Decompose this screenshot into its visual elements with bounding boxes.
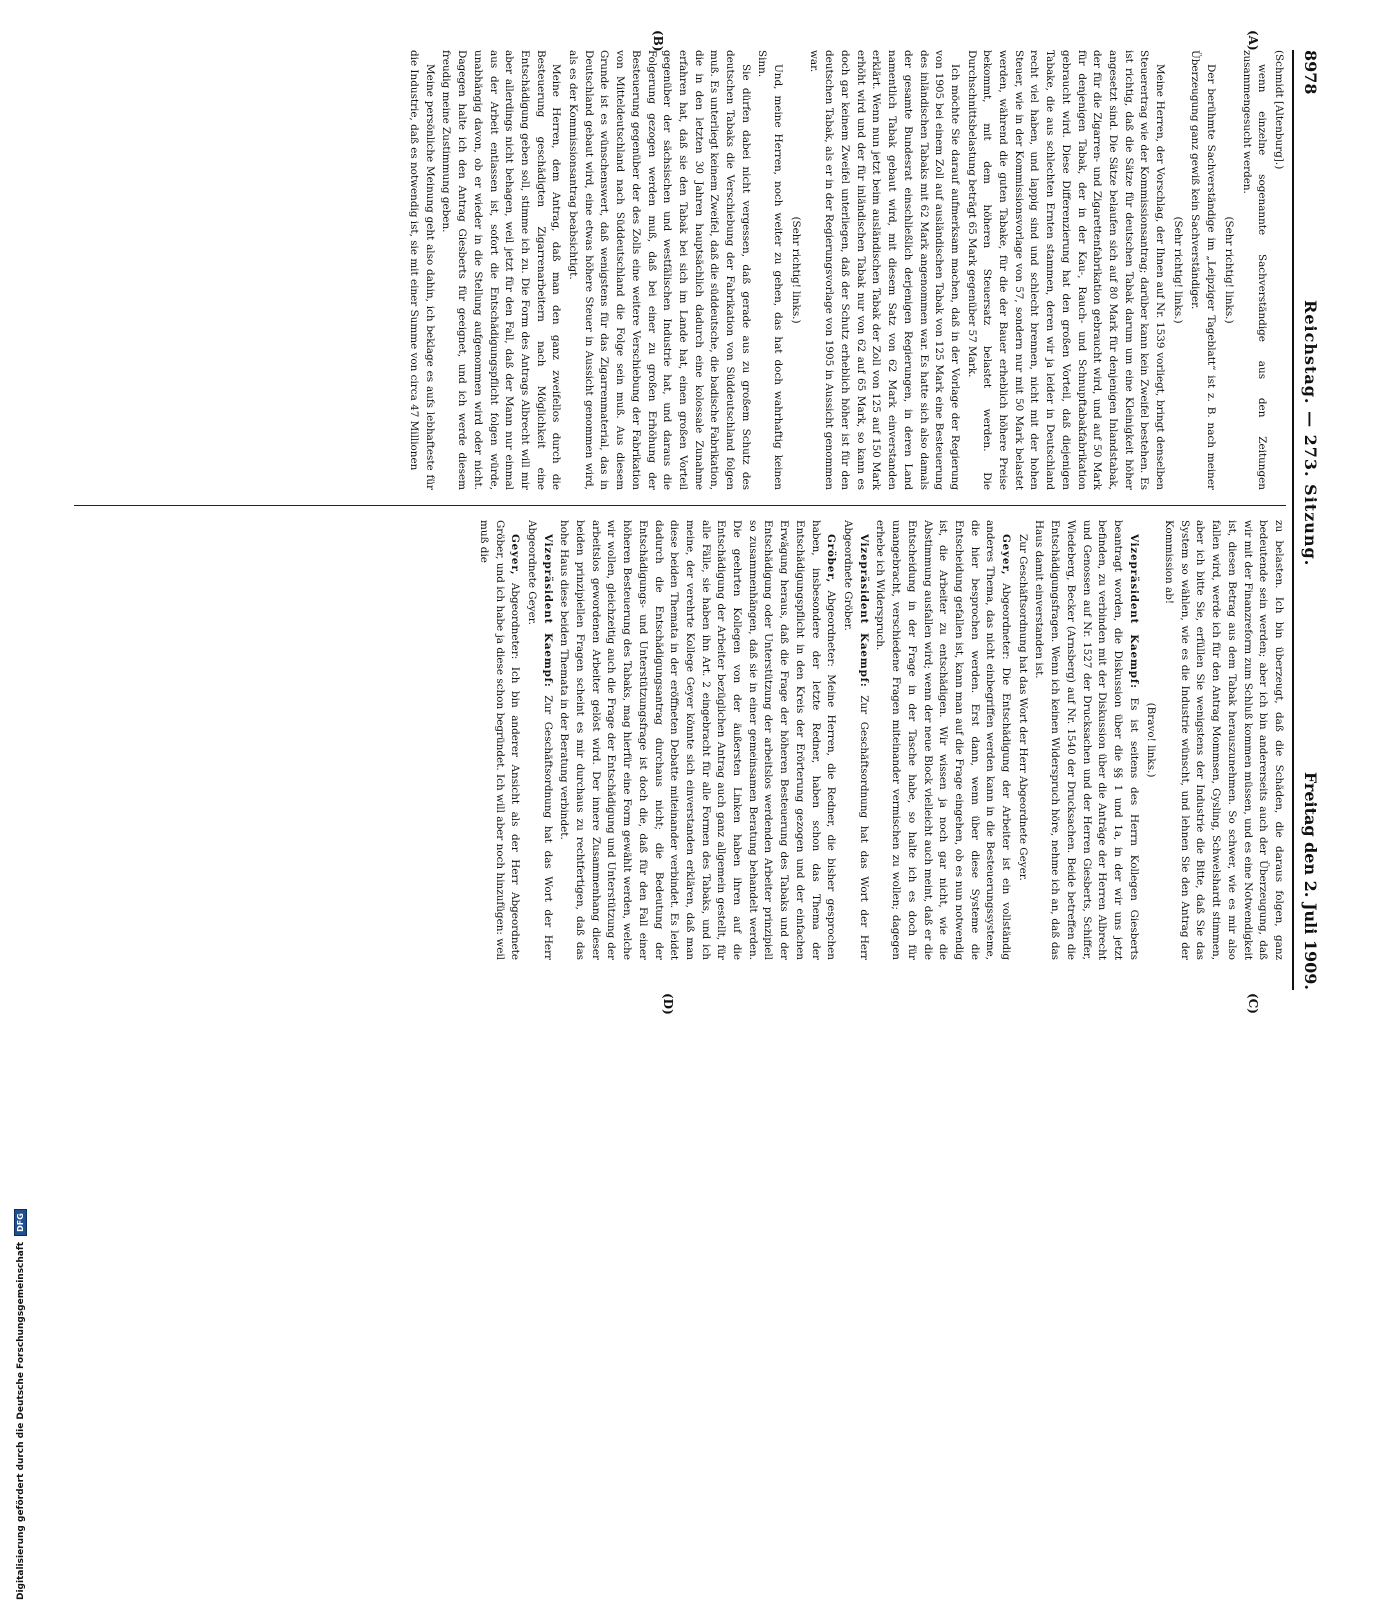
speech-paragraph — [475, 520, 522, 960]
speaker-name: Geyer, — [1000, 534, 1013, 576]
speech-paragraph — [872, 520, 1013, 960]
speech-text: Zur Geschäftsordnung hat das Wort der Herr Abgeordnete Gröber. — [842, 520, 870, 960]
interjection: (Sehr richtig! links.) — [789, 216, 802, 324]
paragraph: Sie dürfen dabei nicht vergessen, daß gerade aus zu großem Schutz des deutschen Tabaks die Verschiebung der Fabrikation von Süddeutschland folgen muß. Es unterliegt keinem Zweifel, daß die süddeutsche, die badische Fabrikation, die in den letzten 30 Jahren hauptsächlich dadurch eine kolossale Zunahme erfahren hat, daß sie den Tabak bei sich im Lande hat, einen großen Vorteil gegenüber der sächsischen und westfälischen Industrie hat, und daraus die Folgerung gezogen werden muß, daß bei einer zu großen Erhöhung der Besteuerung gegenüber der des Zolls eine weitere Verschiebung der Fabrikation von Mitteldeutschland nach Süddeutschland die Folge sein muß. Aus diesem Grunde ist es wünschenswert, daß wenigstens für das Zigarrenmaterial, das in Deutschland gebaut wird, eine etwas höhere Steuer in Aussicht genommen wird, als es der Kommissionsantrag beabsichtigt. — [567, 50, 752, 490]
paragraph: wenn einzelne sogenannte Sachverständige aus den Zeitungen zusammengesucht werden. — [1240, 50, 1269, 490]
speech-text: Es ist seitens des Herrn Kollegen Giesberts beantragt worden, die Diskussion über die §§ 1 und 1a, in der wir uns jetzt befinden, zu verbinden mit der Diskussion über die Anträge der Herren Albrecht und Genossen auf Nr. 1527 der Drucksachen und der Herren Giesberts, Schiffer, Wiedeberg, Becker (Arnsberg) auf Nr. 1540 der Drucksachen. Beide betreffen die Entschädigungsfragen. Wenn ich keinen Widerspruch höre, nehme ich an, daß das Haus damit einverstanden ist. — [1033, 520, 1140, 960]
dfg-logo: DFG — [14, 1209, 27, 1236]
paragraph: Ich möchte Sie darauf aufmerksam machen, daß in der Vorlage der Regierung von 1905 bei einem Zoll auf ausländischen Tabak von 125 Mark eine Besteuerung des inländischen Tabaks mit 62 Mark angenommen war. Es hatte sich also damals der gesamte Bundesrat einschließlich derjenigen Regierungen, in deren Land namentlich Tabak gebaut wird, mit diesem Satz von 62 Mark einverstanden erklärt. Wenn nun jetzt beim ausländischen Tabak der Zoll von 125 auf 150 Mark erhöht wird und der für inländischen Tabak nur von 62 auf 65 Mark, so kann es doch gar keinem Zweifel unterliegen, daß der Schutz erheblich höher ist für den deutschen Tabak, als er in der Regierungsvorlage von 1905 in Aussicht genommen war. — [807, 50, 961, 490]
speech-paragraph — [556, 520, 839, 960]
speaker-name: Vizepräsident Kaempf: — [1127, 534, 1140, 689]
speech-text: Zur Geschäftsordnung hat das Wort der Herr Abgeordnete Geyer. — [525, 520, 554, 960]
header-rule — [1292, 50, 1294, 990]
margin-letter-c: (C) — [1246, 993, 1260, 1014]
paragraph: Meine persönliche Meinung geht also dahin, ich beklage es aufs lebhafteste für die Industrie, daß es notwendig ist, sie mit einer Summe von circa 47 Millionen — [408, 50, 436, 490]
page-number: 8978 — [1301, 50, 1320, 95]
speaker-name: Vizepräsident Kaempf: — [857, 534, 870, 688]
speaker-name: Geyer, — [509, 534, 522, 576]
page-header — [1298, 50, 1320, 990]
speaker-name: Gröber, — [825, 534, 838, 584]
right-column — [71, 520, 1286, 960]
paragraph: Der berühmte Sachverständige im „Leipziger Tageblatt“ ist z. B. nach meiner Überzeugung ganz gewiß kein Sachverständiger. — [1189, 50, 1218, 490]
paragraph: Und, meine Herren, noch weiter zu gehen, das hat doch wahrhaftig keinen Sinn. — [756, 50, 785, 490]
page-header-date: Freitag den 2. Juli 1909. — [1301, 771, 1320, 990]
speaker-name: Vizepräsident Kaempf: — [541, 534, 554, 688]
speaker-reference: (Schmidt [Altenburg].) — [1273, 50, 1285, 170]
footer-credit — [14, 1209, 27, 1600]
reichstag-page — [65, 30, 1320, 1015]
speech-paragraph — [839, 520, 870, 960]
interjection: (Sehr richtig! links.) — [1171, 216, 1184, 324]
footer-credit-text: Digitalisierung gefördert durch die Deutsche Forschungsgemeinschaft — [15, 1241, 26, 1600]
interjection: (Bravo! links.) — [1145, 702, 1158, 778]
interjection: (Sehr richtig! links.) — [1222, 216, 1235, 324]
speech-paragraph — [1031, 520, 1141, 960]
paragraph: Zur Geschäftsordnung hat das Wort der Herr Abgeordnete Geyer. — [1016, 534, 1029, 881]
speech-paragraph — [523, 520, 554, 960]
paragraph: Meine Herren, der Vorschlag, der Ihnen auf Nr. 1539 vorliegt, bringt denselben Steuerertrag wie der Kommissionsantrag; darüber kann kein Zweifel bestehen. Es ist richtig, daß die Sätze für deutschen Tabak darum um eine Kleinigkeit höher angesetzt sind. Die Sätze belaufen sich auf 80 Mark für denjenigen Inlandstabak, der für die Zigarren- und Zigarettenfabrikation gebraucht wird, und auf 50 Mark für denjenigen Tabak, der in der Kau-, Rauch- und Schnupftabakfabrikation gebraucht wird. Diese Differenzierung hat den großen Vorteil, daß diejenigen Tabake, die aus schlechten Ernten stammen, deren wir ja leider in Deutschland recht viel haben, und lappig sind und schlecht brennen, nicht mit der hohen Steuer, wie in der Kommissionsvorlage von 57, sondern nur mit 50 Mark belastet werden, während die guten Tabake, für die der Bauer erheblich höhere Preise bekommt, mit dem höheren Steuersatz belastet werden. Die Durchschnittsbelastung beträgt 65 Mark gegenüber 57 Mark. — [965, 50, 1167, 490]
margin-letter-d: (D) — [661, 993, 675, 1015]
speech-text: Abgeordneter: Die Entschädigung der Arbeiter ist ein vollständig anderes Thema, das nicht einbegriffen werden kann in die Besteuerungssysteme, die hier besprochen werden. Erst dann, wenn über diese Systeme die Entscheidung gefallen ist, kann man auf die Frage eingehen, ob es nun notwendig ist, die Arbeiter zu entschädigen. Wir wissen ja noch gar nicht, wie die Abstimmung ausfallen wird; wenn der neue Block vielleicht auch meint, daß er die Entscheidung in der Frage in der Tasche habe, so halte ich es doch für unangebracht, verschiedene Fragen miteinander vermischen zu wollen; dagegen erhebe ich Widerspruch. — [874, 520, 1013, 960]
margin-letter-a: (A) — [1246, 30, 1260, 51]
left-column — [71, 50, 1286, 490]
speech-text: Abgeordneter: Ich bin anderer Ansicht als der Herr Abgeordnete Gröber, und ich habe ja diese schon begründet. Ich will aber noch hinzufügen: weil muß die — [477, 520, 522, 960]
footer-strip — [0, 600, 26, 1600]
margin-letter-b: (B) — [651, 30, 665, 52]
paragraph: zu belasten. Ich bin überzeugt, daß die Schäden, die daraus folgen, ganz bedeutende sein werden; aber ich bin andererseits auch der Überzeugung, daß wir mit der Finanzreform zum Schluß kommen müssen, und es eine Notwendigkeit ist, diesen Betrag aus dem Tabak herauszunehmen. So schwer, wie es mir also fallen wird, werde ich für den Antrag Mommsen, Gysling, Schwelshardt stimmen, aber ich bitte Sie, erfüllen Sie wenigstens der Industrie die Bitte, daß Sie das System so wählen, wie es die Industrie wünscht, und lehnen Sie den Antrag der Kommission ab! — [1163, 520, 1285, 960]
page-header-title: Reichstag. — 273. Sitzung. — [1301, 300, 1320, 567]
speech-text: Abgeordneter: Meine Herren, die Redner, die bisher gesprochen haben, insbesondere der letzte Redner, haben schon das Thema der Entschädigungspflicht in den Kreis der Erörterung gezogen und der einfachen Erwägung heraus, daß die Frage der höheren Besteuerung des Tabaks und der Entschädigung oder Unterstützung der arbeitslos werdenden Arbeiter prinzipiell so zusammenhängen, daß sie in einer gemeinsamen Beratung behandelt werden. Die geehrten Kollegen von der äußersten Linken haben ihren auf die Entschädigung der Arbeiter bezüglichen Antrag auch ganz allgemein gestellt, für alle Fälle, sie haben ihn Art. 2 eingebracht für alle Formen des Tabaks, und ich meine, der verehrte Kollege Geyer könnte sich einverstanden erklären, daß man diese beiden Themata in der eröffneten Debatte miteinander verbindet. Es leidet dadurch die Entschädigungsantrag durchaus nicht; die Bedeutung der Entschädigungs- und Unterstützungsfrage ist doch die, daß für den Fall einer höheren Besteuerung des Tabaks, mag hierfür eine Form gewählt werden, welche wir wollen, gleichzeitig auch die Frage der Entschädigung und Unterstützung der arbeitslos gewordenen Arbeiter gelöst wird. Der innere Zusammenhang dieser beiden prinzipiellen Fragen scheint es mir durchaus zu rechtfertigen, daß das hohe Haus diese beiden Themata in der Beratung verbindet. — [558, 520, 838, 960]
column-divider — [74, 505, 1286, 506]
paragraph: Meine Herren, dem Antrag, daß man den ganz zweifellos durch die Besteuerung geschädigten Zigarrenarbeitern nach Möglichkeit eine Entschädigung geben soll, stimme ich zu. Die Form des Antrags Albrecht will mir aber allerdings nicht behagen, weil jetzt für den Fall, daß der Mann nur einmal aus der Arbeit entlassen ist, sofort die Entschädigungspflicht folgen würde, unabhängig davon, ob er wieder in die Stellung aufgenommen wird oder nicht. Dagegen halte ich den Antrag Giesberts für geeignet, und ich werde diesem freudig meine Zustimmung geben. — [440, 50, 563, 490]
